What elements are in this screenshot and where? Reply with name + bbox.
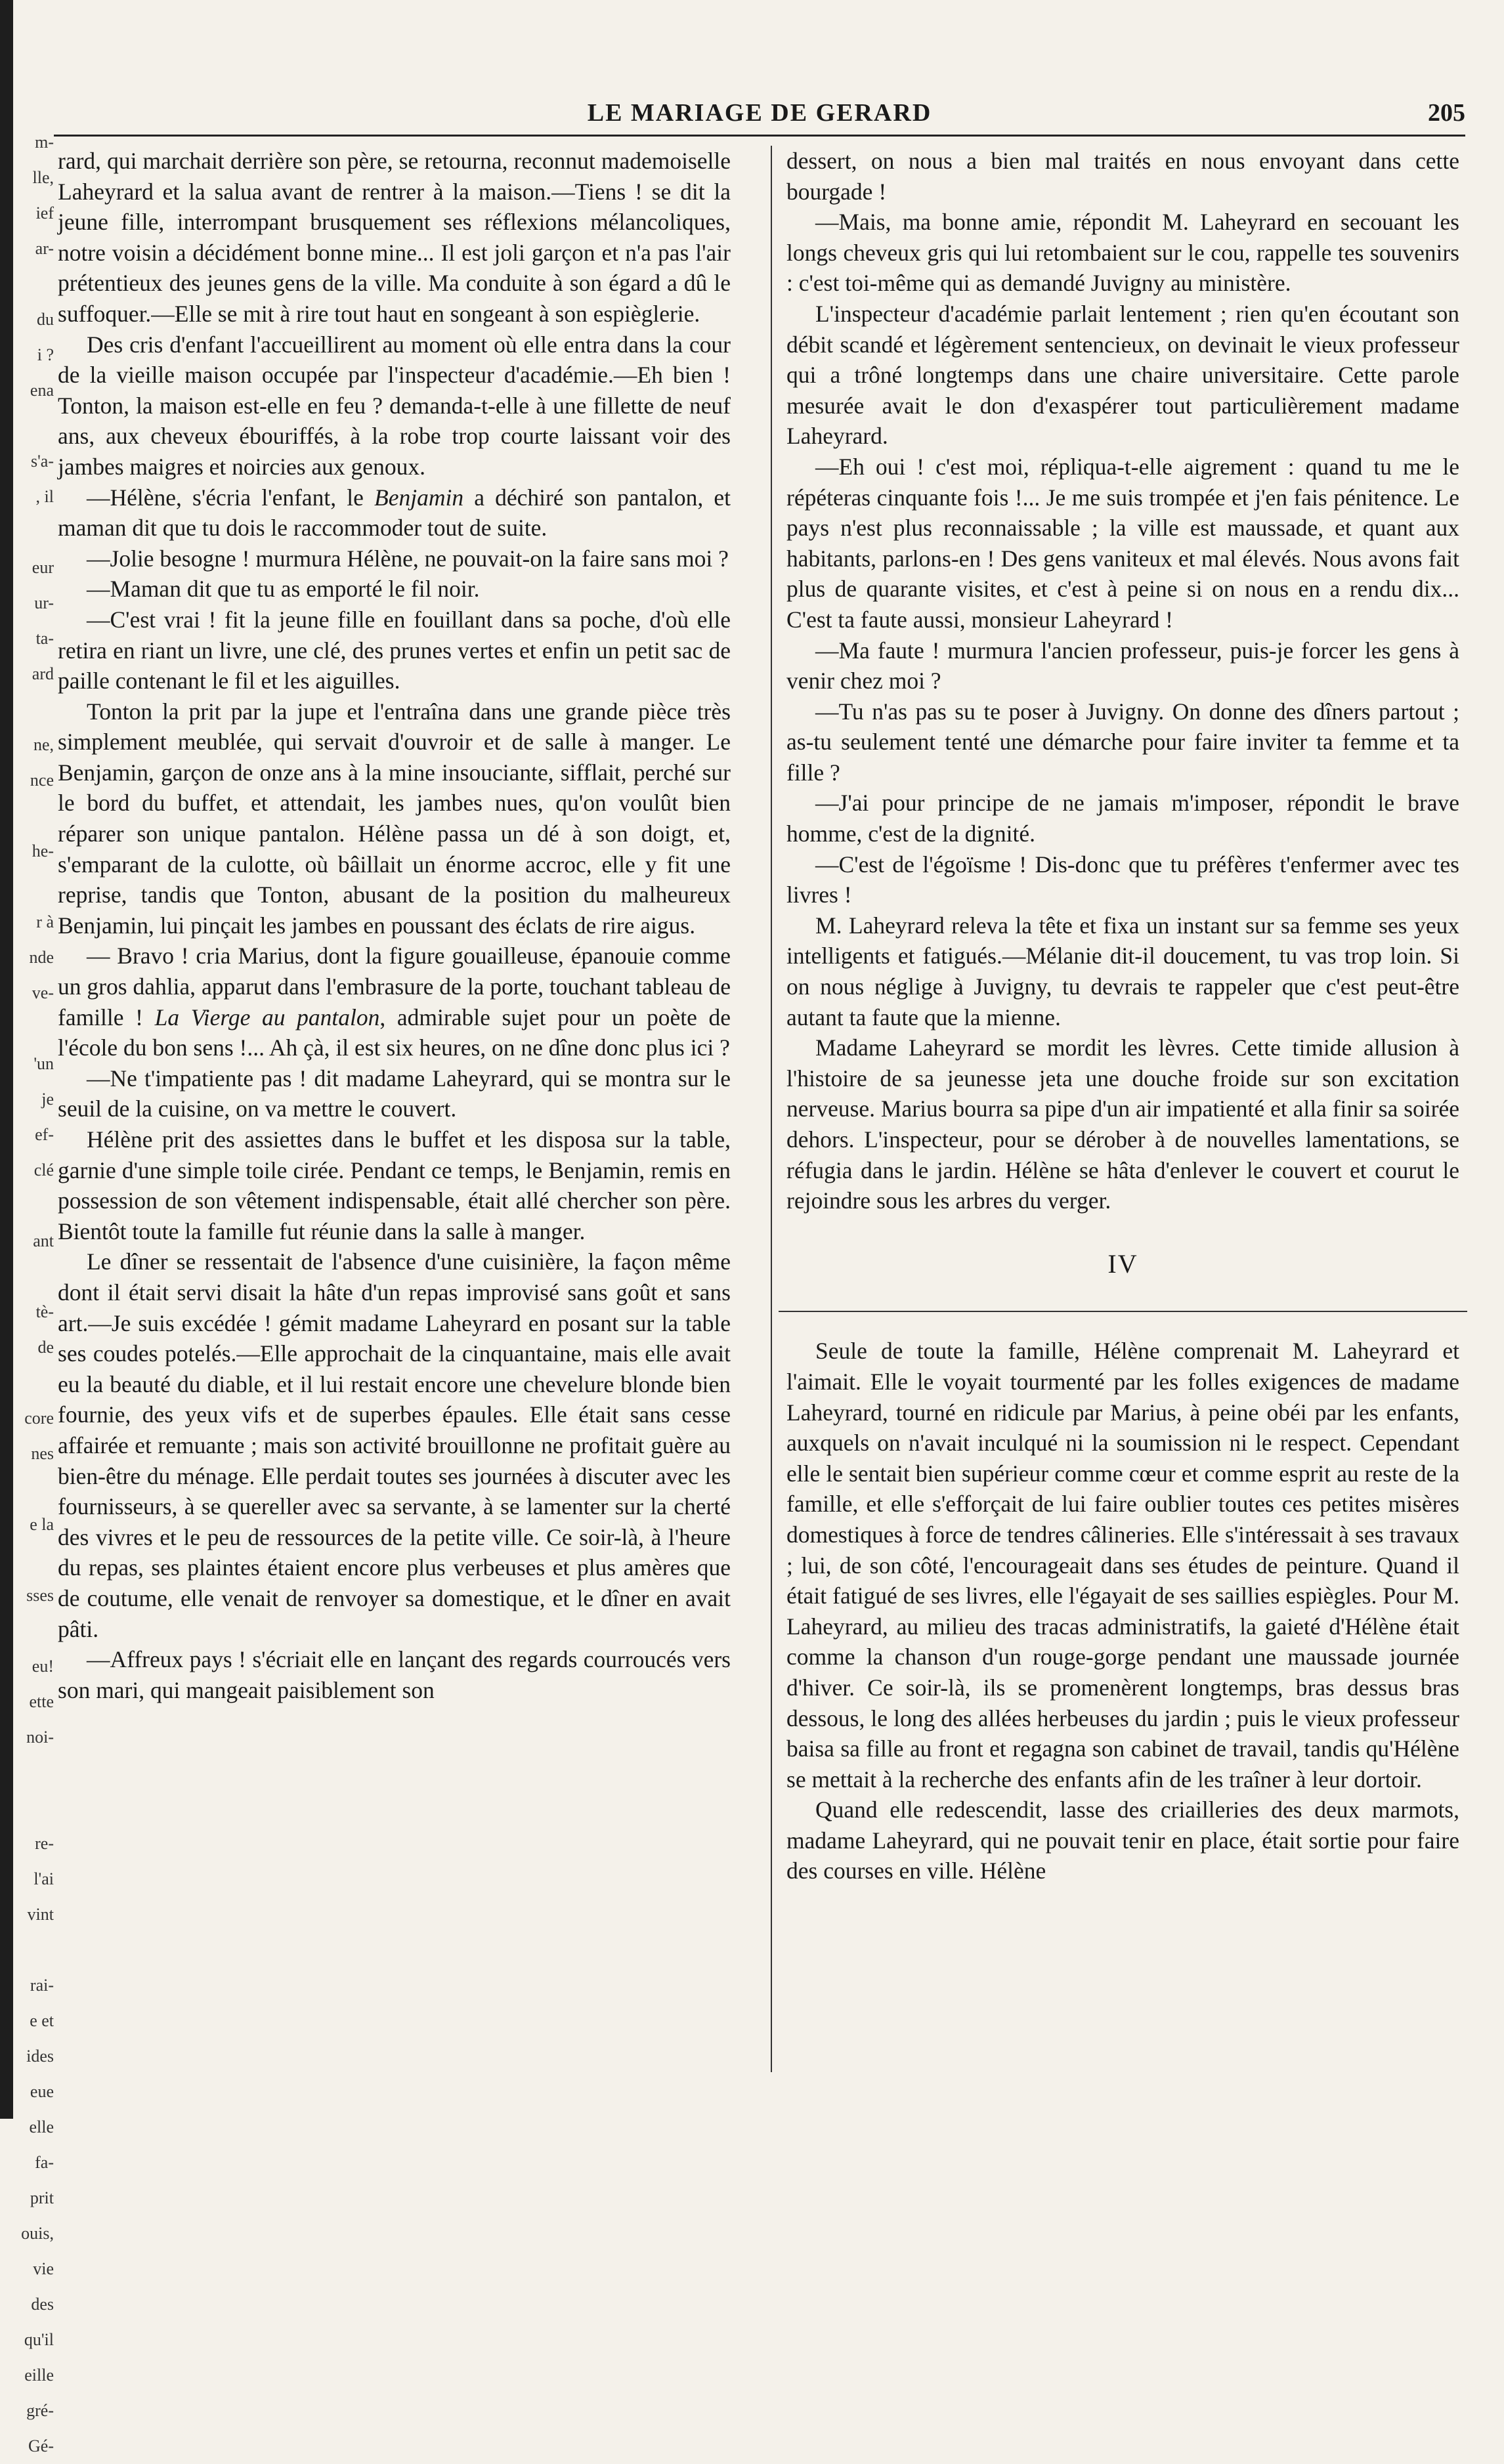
paragraph: L'inspecteur d'académie parlait lentement ; rien qu'en écoutant son débit scandé et légèrement sentencieux, on devinait le vieux professeur qui a trôné longtemps dans une chaire universitaire. Cette parole mesurée avait le don d'exaspérer tout particulièrement madame Laheyrard. — [786, 300, 1459, 450]
facing-page-fragment: ant — [33, 1231, 54, 1250]
facing-page-fragment: je — [41, 1090, 54, 1109]
facing-page-fragment: vint — [27, 1905, 54, 1924]
facing-page-fragments — [13, 125, 54, 2455]
facing-page-fragment: ena — [30, 381, 54, 400]
paragraph: —Affreux pays ! s'écriait elle en lançant des regards courroucés vers son mari, qui mangeait paisiblement son — [58, 1646, 731, 1703]
facing-page-fragment — [13, 1542, 54, 1578]
facing-page-fragment — [13, 869, 54, 904]
facing-page-fragment: vie — [33, 2259, 54, 2278]
facing-page-fragment — [13, 1011, 54, 1046]
facing-page-fragment — [13, 266, 54, 302]
facing-page-fragment — [13, 1259, 54, 1294]
paragraph: —Ne t'impatiente pas ! dit madame Laheyrard, qui se montra sur le seuil de la cuisine, on va mettre le couvert. — [58, 1065, 731, 1122]
facing-page-fragment — [13, 1613, 54, 1649]
facing-page-fragment: nde — [29, 948, 54, 967]
facing-page-fragment: noi- — [26, 1728, 54, 1747]
text-run: —Hélène, s'écria l'enfant, le — [87, 484, 375, 511]
paragraph: —Eh oui ! c'est moi, répliqua-t-elle aigrement : quand tu me le répéteras cinquante fois !... Je me suis trompée et j'en fais pénitence. Le pays n'est plus reconnaissable ; la ville est maussade, et quant aux habitants, parlons-en ! Des gens vaniteux et mal élevés. Nous avons fait plus de quarante visites, et c'est à peine si on nous en a rendu dix... C'est ta faute aussi, monsieur Laheyrard ! — [786, 453, 1459, 633]
italic-title: La Vierge au pantalon — [154, 1004, 380, 1030]
facing-page-fragment — [13, 1188, 54, 1223]
paragraph: Le dîner se ressentait de l'absence d'une cuisinière, la façon même dont il était servi disait la hâte d'un repas improvisé sans goût et sans art.—Je suis excédée ! gémit madame Laheyrard en posant sur la table ses coudes potelés.—Elle approchait de la cinquantaine, mais elle avait eu la beauté du diable, et il lui restait encore une chevelure blonde bien fournie, des yeux vifs et de superbes épaules. Elle était sans cesse affairée et remuante ; mais son activité brouillonne ne profitait guère au bien-être du ménage. Elle perdait toutes ses journées à discuter avec les fournisseurs, à se quereller avec sa servante, à se lamenter sur la cherté des vivres et le peu de ressources de la petite ville. Ce soir-là, à l'heure du repas, ses plaintes étaient encore plus verbeuses et plus amères que de coutume, elle venait de renvoyer sa domestique, et le dîner en avait pâti. — [58, 1248, 731, 1642]
paragraph: —J'ai pour principe de ne jamais m'imposer, répondit le brave homme, c'est de la dignité. — [786, 790, 1459, 847]
facing-page-fragment — [13, 1365, 54, 1401]
facing-page-fragment: ard — [32, 664, 54, 683]
facing-page-fragment: nes — [31, 1444, 54, 1463]
paragraph: Madame Laheyrard se mordit les lèvres. Cette timide allusion à l'histoire de sa jeunesse jeta une douche froide sur son excitation nerveuse. Marius bourra sa pipe d'un air impatienté et alla finir sa soirée dehors. L'inspecteur, pour se dérober à de nouvelles lamentations, se réfugia dans le jardin. Hélène se hâta d'enlever le couvert et courut le rejoindre sous les arbres du verger. — [786, 1034, 1459, 1214]
page-number: 205 — [1428, 99, 1465, 127]
facing-page-fragment: m- — [35, 133, 54, 152]
paragraph: —Mais, ma bonne amie, répondit M. Laheyrard en secouant les longs cheveux gris qui lui retombaient sur le cou, rappelle tes souvenirs : c'est toi-même qui as demandé Juvigny au ministère. — [786, 209, 1459, 297]
running-title: LE MARIAGE DE GERARD — [587, 99, 932, 127]
facing-page-fragment: i ? — [37, 345, 54, 364]
paragraph: —Tu n'as pas su te poser à Juvigny. On donne des dîners partout ; as-tu seulement tenté une démarche pour faire inviter ta femme et ta fille ? — [786, 698, 1459, 786]
facing-page-fragment: de — [37, 1338, 54, 1357]
facing-page-fragment: ef- — [35, 1125, 54, 1144]
paragraph: —Jolie besogne ! murmura Hélène, ne pouvait-on la faire sans moi ? — [87, 545, 729, 572]
facing-page-fragment: ta- — [35, 629, 54, 648]
facing-page-fragment: nce — [30, 771, 54, 790]
paragraph: Hélène prit des assiettes dans le buffet et les disposa sur la table, garnie d'une simple toile cirée. Pendant ce temps, le Benjamin, remis en possession de son vêtement indispensable, était allé chercher son père. Bientôt toute la famille fut réunie dans la salle à manger. — [58, 1126, 731, 1244]
facing-page-fragment — [13, 1472, 54, 1507]
facing-page-fragment: ouis, — [21, 2224, 54, 2243]
facing-page-fragment: ne, — [33, 735, 54, 754]
facing-page-fragment: e et — [30, 2011, 54, 2030]
facing-page-fragment — [13, 1932, 54, 1968]
section-heading: IV — [1107, 1248, 1138, 1279]
facing-page-fragment: 'un — [33, 1054, 54, 1073]
paragraph — [58, 482, 731, 543]
paragraph: Tonton la prit par la jupe et l'entraîna dans une grande pièce très simplement meublée, qui servait d'ouvroir et de salle à manger. Le Benjamin, garçon de onze ans à la mine insouciante, sifflait, perché sur le bord du buffet, et attendait, les jambes nues, qu'on voulût bien réparer son unique pantalon. Hélène passa un dé à son doigt, et, s'emparant de la culotte, où bâillait un énorme accroc, elle y fit une reprise, tandis que Tonton, abusant de la position du malheureux Benjamin, lui pinçait les jambes en poussant des éclats de rire aigus. — [58, 698, 731, 939]
paragraph: Des cris d'enfant l'accueillirent au moment où elle entra dans la cour de la vieille maison occupée par l'inspecteur d'académie.—Eh bien ! Tonton, la maison est-elle en feu ? demanda-t-elle à une fillette de neuf ans, aux cheveux ébouriffés, à la robe trop courte laissant voir des jambes maigres et noircies aux genoux. — [58, 331, 731, 480]
paragraph: —Ma faute ! murmura l'ancien professeur, puis-je forcer les gens à venir chez moi ? — [786, 637, 1459, 694]
paragraph: —C'est vrai ! fit la jeune fille en fouillant dans sa poche, d'où elle retira en riant un livre, une clé, des prunes vertes et enfin un petit sac de paille contenant le fil et les aiguilles. — [58, 606, 731, 694]
facing-page-fragment: Gé- — [28, 2436, 54, 2455]
facing-page-fragment: , il — [35, 487, 54, 506]
facing-page-fragment: clé — [33, 1160, 54, 1179]
facing-page-fragment: l'ai — [33, 1869, 54, 1888]
facing-page-fragment: eur — [32, 558, 54, 577]
right-column — [786, 146, 1459, 1886]
facing-page-fragment: eu! — [32, 1657, 54, 1676]
facing-page-fragment: elle — [29, 2117, 54, 2136]
facing-page-fragment: ar- — [35, 239, 54, 258]
page-header — [54, 98, 1465, 133]
paragraph: Seule de toute la famille, Hélène comprenait M. Laheyrard et l'aimait. Elle le voyait tourmenté par les folles exigences de madame Laheyrard, tourné en ridicule par Marius, à peine obéi par les enfants, auxquels on n'avait inculqué ni la soumission ni le respect. Cependant elle le sentait bien supérieur comme cœur et comme esprit au reste de la famille, et elle s'efforçait de lui faire oublier toutes ces petites misères domestiques à force de tendres câlineries. Elle s'intéressait à ses travaux ; lui, de son côté, l'encourageait dans ses études de peinture. Quand il était fatigué de ses livres, elle l'égayait de ses saillies espiègles. Pour M. Laheyrard, au milieu des tracas administratifs, la gaieté d'Hélène était comme la chanson d'un rouge-gorge pendant une maussade journée d'hiver. Ce soir-là, ils se promenèrent longtemps, bras dessus bras dessous, le long des allées herbeuses du jardin ; puis le vieux professeur baisa sa fille au front et regagna son cabinet de travail, tandis qu'Hélène se mettait à la recherche des enfants afin de les traîner à leur dortoir. — [786, 1338, 1459, 1793]
book-spine-edge — [0, 0, 13, 2119]
section-rule — [779, 1311, 1467, 1312]
left-column — [58, 146, 731, 1705]
facing-page-fragment: re- — [35, 1834, 54, 1853]
facing-page-fragment: des — [31, 2295, 54, 2314]
facing-page-fragment: tè- — [35, 1302, 54, 1321]
text-run: a déchiré son pantalon, et maman dit que tu dois le raccommoder tout de suite. — [58, 484, 731, 542]
facing-page-fragment: ur- — [34, 593, 54, 612]
paragraph: —C'est de l'égoïsme ! Dis-donc que tu préfères t'enfermer avec tes livres ! — [786, 851, 1459, 908]
facing-page-fragment: he- — [32, 841, 54, 860]
paragraph: M. Laheyrard releva la tête et fixa un instant sur sa femme ses yeux intelligents et fatigués.—Mélanie dit-il doucement, tu vas trop loin. Si on nous néglige à Juvigny, tu devrais te rappeler que c'est peut-être autant ta faute que la mienne. — [786, 912, 1459, 1030]
header-rule — [54, 135, 1465, 137]
facing-page-fragment: du — [37, 310, 54, 329]
facing-page-fragment: lle, — [32, 168, 54, 187]
facing-page-fragment: eue — [30, 2082, 54, 2101]
facing-page-fragment — [13, 515, 54, 550]
facing-page-fragment: core — [24, 1409, 54, 1428]
facing-page-fragment: prit — [30, 2188, 54, 2207]
paragraph: —Maman dit que tu as emporté le fil noir. — [87, 576, 480, 603]
facing-page-fragment: e la — [30, 1515, 54, 1534]
facing-page-fragment: ides — [26, 2047, 54, 2066]
facing-page-fragment: qu'il — [24, 2330, 54, 2349]
facing-page-fragment — [13, 1791, 54, 1826]
text-run: — Bravo ! cria Marius, dont la figure gouailleuse, épanouie comme un gros dahlia, apparut dans l'embrasure de la porte, touchant tableau de famille ! — [58, 943, 731, 1030]
facing-page-fragment: ette — [29, 1692, 54, 1711]
text-run: , admirable sujet pour un poète de l'école du bon sens !... Ah çà, il est six heures, on ne dîne donc plus ici ? — [58, 1004, 731, 1061]
facing-page-fragment: ief — [35, 203, 54, 223]
facing-page-fragment: eille — [24, 2366, 54, 2385]
paragraph — [58, 941, 731, 1063]
paragraph: rard, qui marchait derrière son père, se retourna, reconnut mademoiselle Laheyrard et la salua avant de rentrer à la maison.—Tiens ! se dit la jeune fille, interrompant brusquement ses réflexions mélancoliques, notre voisin a décidément bonne mine... Il est joli garçon et n'a pas l'air prétentieux des jeunes gens de la ville. Ma conduite à son égard a dû le suffoquer.—Elle se mit à rire tout haut en songeant à son espièglerie. — [58, 148, 731, 327]
column-divider — [771, 146, 772, 2072]
facing-page-fragment: gré- — [26, 2401, 54, 2420]
facing-page-fragment — [13, 408, 54, 444]
italic-term: Benjamin — [374, 484, 464, 511]
facing-page-fragment — [13, 1755, 54, 1791]
facing-page-fragment: r à — [36, 912, 54, 931]
paragraph: Quand elle redescendit, lasse des criailleries des deux marmots, madame Laheyrard, qui ne pouvait tenir en place, était sortie pour faire des courses en ville. Hélène — [786, 1796, 1459, 1884]
facing-page-fragment: rai- — [30, 1976, 54, 1995]
facing-page-fragment — [13, 692, 54, 727]
facing-page-fragment: fa- — [35, 2153, 54, 2172]
facing-page-fragment: sses — [26, 1586, 54, 1605]
facing-page-fragment: ve- — [32, 983, 54, 1002]
facing-page-fragment: s'a- — [30, 452, 54, 471]
facing-page-fragment — [13, 798, 54, 834]
paragraph: dessert, on nous a bien mal traités en nous envoyant dans cette bourgade ! — [786, 148, 1459, 205]
